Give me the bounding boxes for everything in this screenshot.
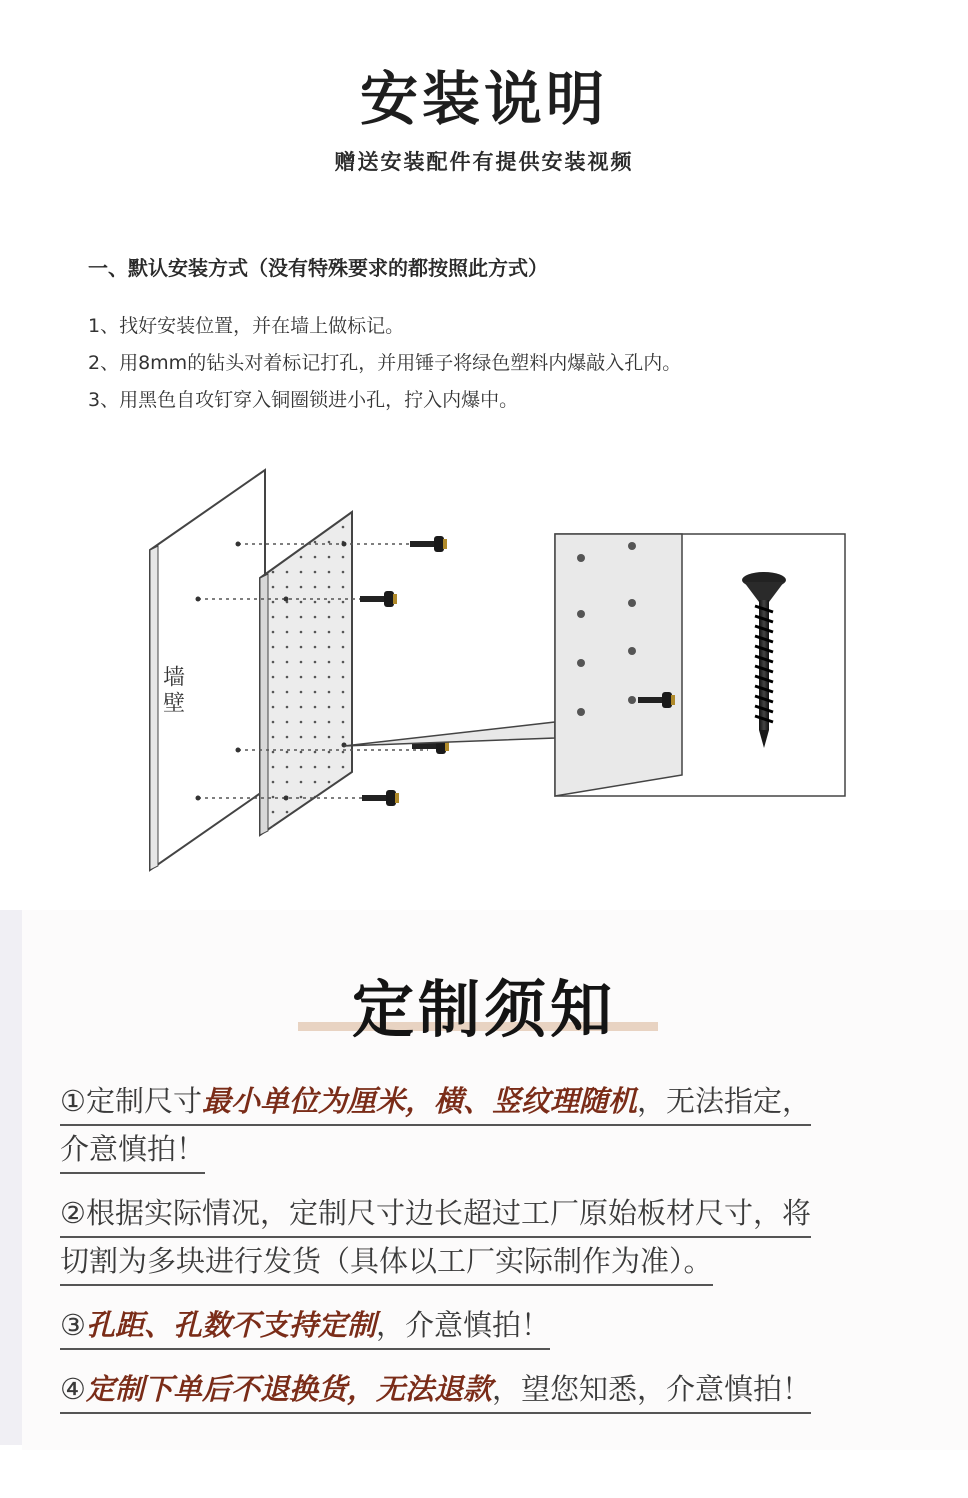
notice-line — [60, 1366, 811, 1414]
install-steps — [88, 311, 681, 422]
notice-text: ③ — [60, 1308, 86, 1342]
install-heading: 一、默认安装方式（没有特殊要求的都按照此方式） — [88, 256, 548, 280]
notice-item — [60, 1078, 920, 1174]
notice-emphasis: 定制下单后不退换货，无法退款 — [86, 1372, 493, 1406]
screw-icon — [360, 591, 397, 607]
notice-title: 定制须知 — [351, 973, 616, 1046]
notice-emphasis: 最小单位为厘米，横、竖纹理随机 — [202, 1084, 638, 1118]
notice-line: ②根据实际情况，定制尺寸边长超过工厂原始板材尺寸，将 — [60, 1190, 811, 1238]
pegboard-panel — [260, 512, 352, 835]
notice-line — [60, 1078, 811, 1126]
zoom-detail-panel — [555, 534, 845, 796]
notice-list — [60, 1078, 920, 1430]
notice-item — [60, 1302, 920, 1350]
page-subtitle: 赠送安装配件有提供安装视频 — [334, 150, 634, 174]
notice-text: ，无法指定， — [637, 1084, 812, 1118]
wall-label: 墙壁 — [159, 665, 185, 717]
notice-item — [60, 1190, 920, 1286]
notice-text: ，望您知悉，介意慎拍！ — [492, 1372, 812, 1406]
notice-line: 介意慎拍！ — [60, 1126, 205, 1174]
install-step: 3、用黑色自攻钉穿入铜圈锁进小孔，拧入内爆中。 — [88, 389, 519, 411]
notice-item — [60, 1366, 920, 1414]
notice-emphasis: 孔距、孔数不支持定制 — [86, 1308, 377, 1342]
notice-line: 切割为多块进行发货（具体以工厂实际制作为准）。 — [60, 1238, 713, 1286]
install-step: 1、找好安装位置，并在墙上做标记。 — [88, 315, 405, 337]
notice-text: ，介意慎拍！ — [376, 1308, 551, 1342]
install-step: 2、用8mm的钻头对着标记打孔，并用锤子将绿色塑料内爆敲入孔内。 — [88, 352, 682, 374]
notice-text: ①定制尺寸 — [60, 1084, 202, 1118]
installation-diagram — [140, 460, 860, 880]
screw-icon — [362, 790, 399, 806]
notice-text: ④ — [60, 1372, 86, 1406]
page-title: 安装说明 — [359, 65, 608, 133]
zoom-callout — [344, 722, 555, 746]
screw-icon — [410, 536, 447, 552]
notice-line — [60, 1302, 550, 1350]
